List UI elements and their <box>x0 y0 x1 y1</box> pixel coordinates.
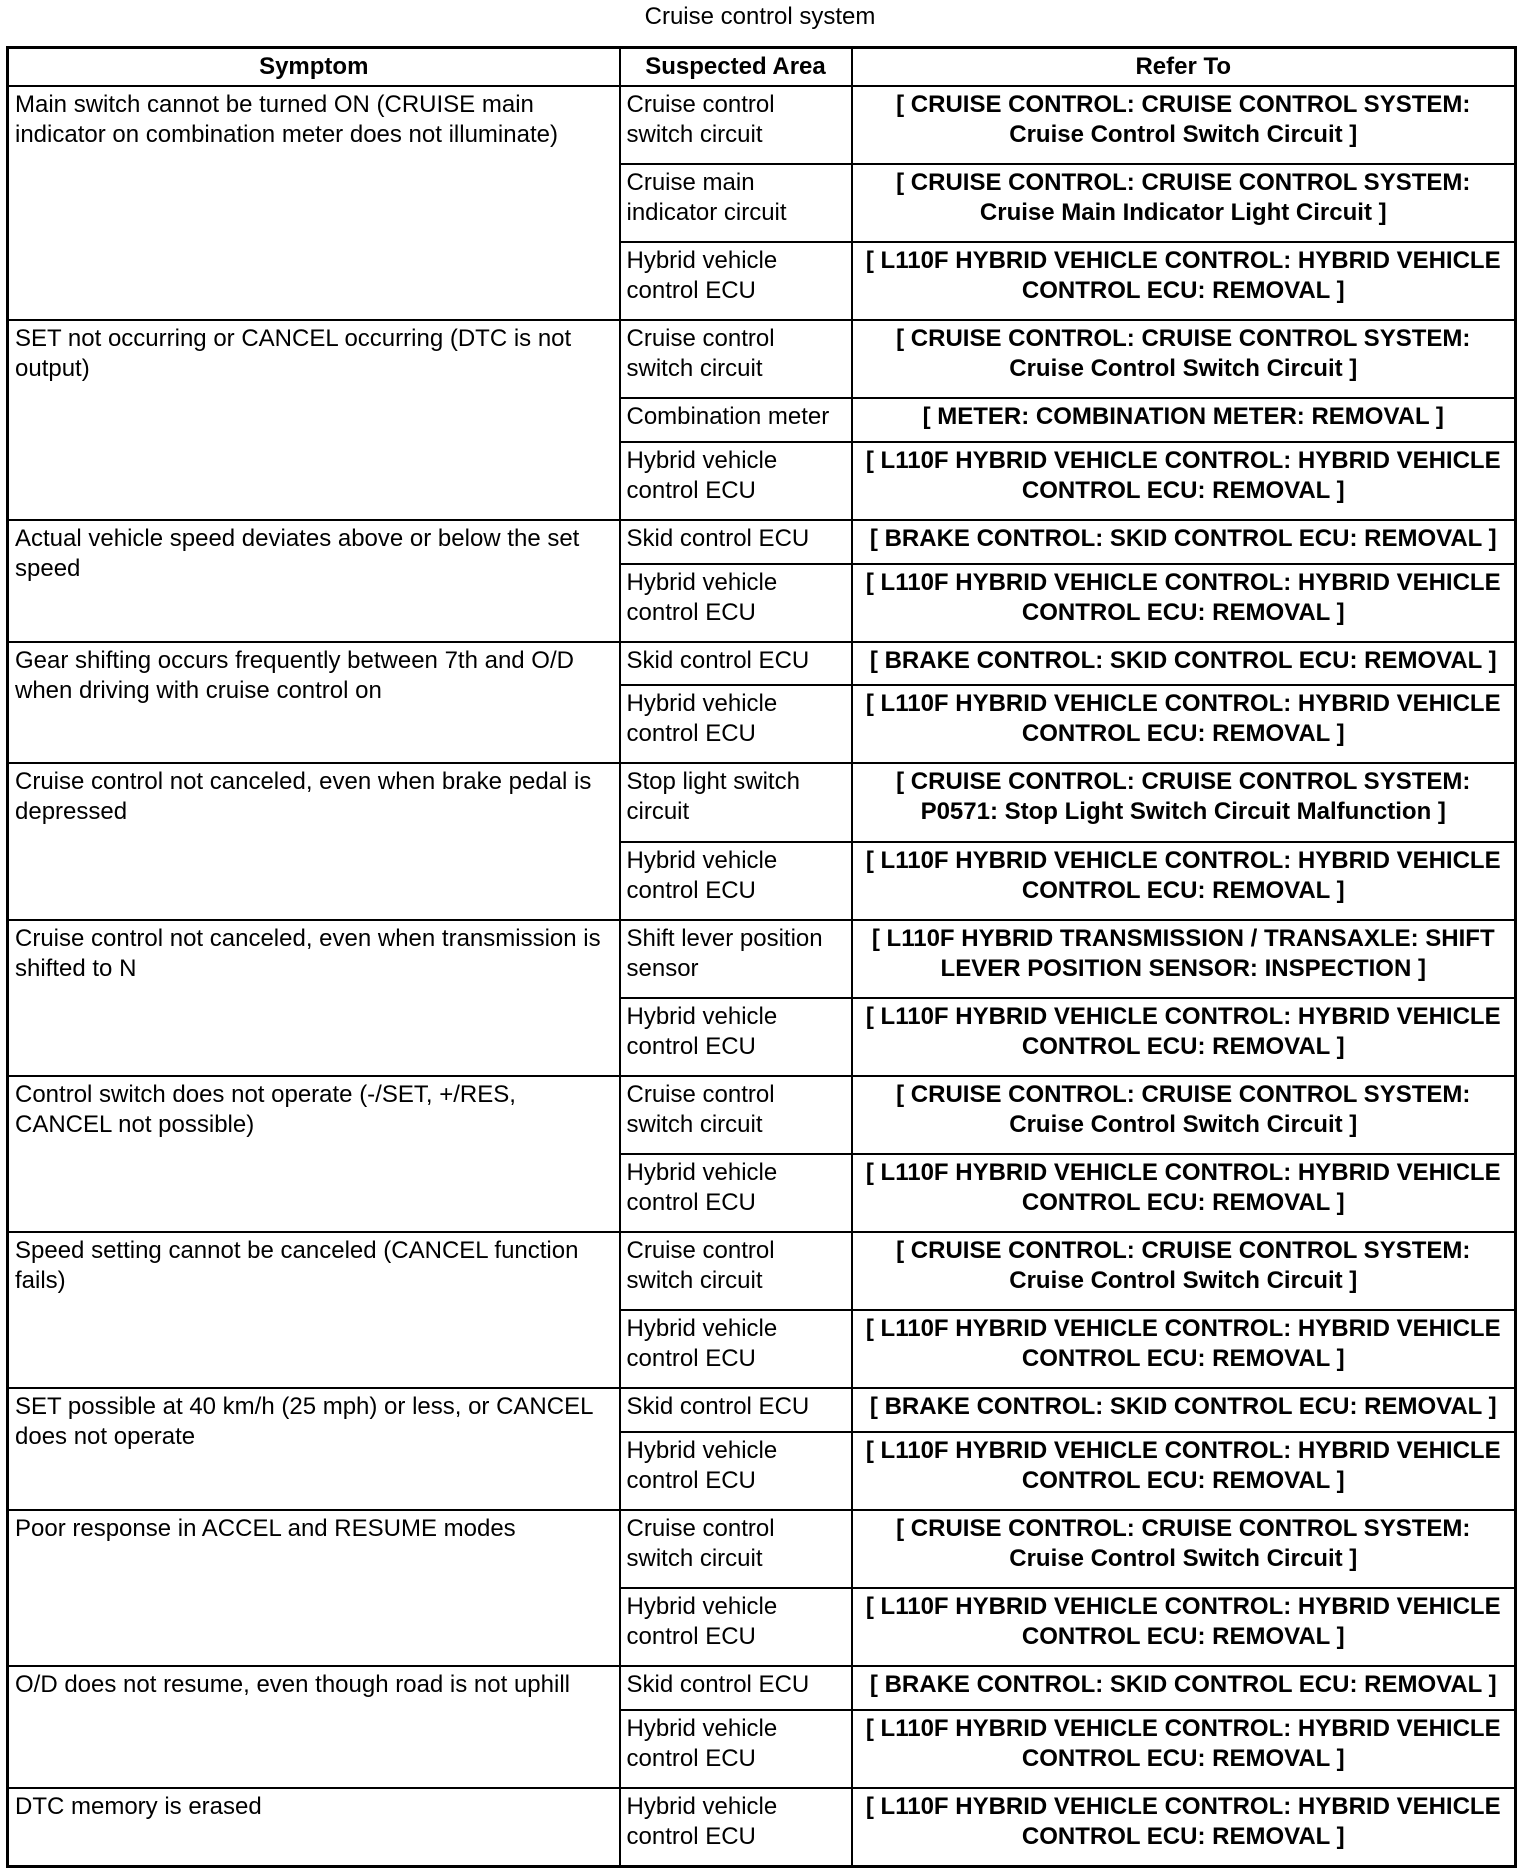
suspected-area-cell: Hybrid vehicle control ECU <box>620 1432 852 1510</box>
page-title: Cruise control system <box>644 3 876 30</box>
header-symptom: Symptom <box>8 48 620 87</box>
refer-to-cell: [ BRAKE CONTROL: SKID CONTROL ECU: REMOVAL ] <box>852 1666 1516 1710</box>
table-row <box>8 1510 1516 1588</box>
suspected-area-cell: Cruise main indicator circuit <box>620 164 852 242</box>
symptom-cell: DTC memory is erased <box>8 1788 620 1867</box>
suspected-area-cell: Cruise control switch circuit <box>620 86 852 164</box>
symptom-cell: Speed setting cannot be canceled (CANCEL function fails) <box>8 1232 620 1388</box>
refer-to-cell: [ L110F HYBRID VEHICLE CONTROL: HYBRID VEHICLE CONTROL ECU: REMOVAL ] <box>852 1710 1516 1788</box>
suspected-area-cell: Cruise control switch circuit <box>620 1510 852 1588</box>
header-suspected-area: Suspected Area <box>620 48 852 87</box>
header-refer-to: Refer To <box>852 48 1516 87</box>
suspected-area-cell: Combination meter <box>620 398 852 442</box>
symptom-cell: Poor response in ACCEL and RESUME modes <box>8 1510 620 1666</box>
symptom-cell: Main switch cannot be turned ON (CRUISE main indicator on combination meter does not illuminate) <box>8 86 620 320</box>
refer-to-cell: [ BRAKE CONTROL: SKID CONTROL ECU: REMOVAL ] <box>852 642 1516 686</box>
refer-to-cell: [ BRAKE CONTROL: SKID CONTROL ECU: REMOVAL ] <box>852 520 1516 564</box>
refer-to-cell: [ L110F HYBRID VEHICLE CONTROL: HYBRID VEHICLE CONTROL ECU: REMOVAL ] <box>852 685 1516 763</box>
suspected-area-cell: Skid control ECU <box>620 1388 852 1432</box>
symptom-cell: Gear shifting occurs frequently between 7th and O/D when driving with cruise control on <box>8 642 620 764</box>
refer-to-cell: [ CRUISE CONTROL: CRUISE CONTROL SYSTEM: Cruise Control Switch Circuit ] <box>852 1510 1516 1588</box>
table-row <box>8 1076 1516 1154</box>
suspected-area-cell: Skid control ECU <box>620 1666 852 1710</box>
suspected-area-cell: Hybrid vehicle control ECU <box>620 1588 852 1666</box>
suspected-area-cell: Hybrid vehicle control ECU <box>620 1710 852 1788</box>
symptom-cell: Actual vehicle speed deviates above or below the set speed <box>8 520 620 642</box>
suspected-area-cell: Skid control ECU <box>620 642 852 686</box>
troubleshooting-table <box>6 46 1517 1868</box>
refer-to-cell: [ L110F HYBRID VEHICLE CONTROL: HYBRID VEHICLE CONTROL ECU: REMOVAL ] <box>852 242 1516 320</box>
refer-to-cell: [ CRUISE CONTROL: CRUISE CONTROL SYSTEM: P0571: Stop Light Switch Circuit Malfunction ] <box>852 763 1516 841</box>
refer-to-cell: [ CRUISE CONTROL: CRUISE CONTROL SYSTEM: Cruise Control Switch Circuit ] <box>852 1232 1516 1310</box>
table-row <box>8 86 1516 164</box>
symptom-cell: Cruise control not canceled, even when transmission is shifted to N <box>8 920 620 1076</box>
symptom-cell: Control switch does not operate (-/SET, +/RES, CANCEL not possible) <box>8 1076 620 1232</box>
refer-to-cell: [ L110F HYBRID VEHICLE CONTROL: HYBRID VEHICLE CONTROL ECU: REMOVAL ] <box>852 1432 1516 1510</box>
suspected-area-cell: Hybrid vehicle control ECU <box>620 998 852 1076</box>
refer-to-cell: [ CRUISE CONTROL: CRUISE CONTROL SYSTEM: Cruise Control Switch Circuit ] <box>852 1076 1516 1154</box>
suspected-area-cell: Stop light switch circuit <box>620 763 852 841</box>
table-row <box>8 1788 1516 1867</box>
suspected-area-cell: Cruise control switch circuit <box>620 1076 852 1154</box>
table-row <box>8 920 1516 998</box>
refer-to-cell: [ L110F HYBRID VEHICLE CONTROL: HYBRID VEHICLE CONTROL ECU: REMOVAL ] <box>852 998 1516 1076</box>
symptom-cell: Cruise control not canceled, even when brake pedal is depressed <box>8 763 620 919</box>
refer-to-cell: [ L110F HYBRID VEHICLE CONTROL: HYBRID VEHICLE CONTROL ECU: REMOVAL ] <box>852 442 1516 520</box>
suspected-area-cell: Cruise control switch circuit <box>620 1232 852 1310</box>
table-header-row <box>8 48 1516 87</box>
refer-to-cell: [ L110F HYBRID VEHICLE CONTROL: HYBRID VEHICLE CONTROL ECU: REMOVAL ] <box>852 1788 1516 1867</box>
suspected-area-cell: Cruise control switch circuit <box>620 320 852 398</box>
symptom-cell: SET not occurring or CANCEL occurring (DTC is not output) <box>8 320 620 520</box>
refer-to-cell: [ CRUISE CONTROL: CRUISE CONTROL SYSTEM: Cruise Main Indicator Light Circuit ] <box>852 164 1516 242</box>
table-row <box>8 1666 1516 1710</box>
refer-to-cell: [ L110F HYBRID VEHICLE CONTROL: HYBRID VEHICLE CONTROL ECU: REMOVAL ] <box>852 1588 1516 1666</box>
table-row <box>8 763 1516 841</box>
suspected-area-cell: Hybrid vehicle control ECU <box>620 842 852 920</box>
suspected-area-cell: Hybrid vehicle control ECU <box>620 1154 852 1232</box>
refer-to-cell: [ L110F HYBRID VEHICLE CONTROL: HYBRID VEHICLE CONTROL ECU: REMOVAL ] <box>852 564 1516 642</box>
refer-to-cell: [ CRUISE CONTROL: CRUISE CONTROL SYSTEM: Cruise Control Switch Circuit ] <box>852 86 1516 164</box>
table-row <box>8 1388 1516 1432</box>
suspected-area-cell: Hybrid vehicle control ECU <box>620 564 852 642</box>
suspected-area-cell: Hybrid vehicle control ECU <box>620 1310 852 1388</box>
symptom-cell: O/D does not resume, even though road is not uphill <box>8 1666 620 1788</box>
table-row <box>8 320 1516 398</box>
refer-to-cell: [ L110F HYBRID VEHICLE CONTROL: HYBRID VEHICLE CONTROL ECU: REMOVAL ] <box>852 1154 1516 1232</box>
refer-to-cell: [ L110F HYBRID VEHICLE CONTROL: HYBRID VEHICLE CONTROL ECU: REMOVAL ] <box>852 1310 1516 1388</box>
refer-to-cell: [ METER: COMBINATION METER: REMOVAL ] <box>852 398 1516 442</box>
suspected-area-cell: Shift lever position sensor <box>620 920 852 998</box>
suspected-area-cell: Hybrid vehicle control ECU <box>620 1788 852 1867</box>
table-row <box>8 1232 1516 1310</box>
suspected-area-cell: Hybrid vehicle control ECU <box>620 685 852 763</box>
refer-to-cell: [ L110F HYBRID TRANSMISSION / TRANSAXLE: SHIFT LEVER POSITION SENSOR: INSPECTION ] <box>852 920 1516 998</box>
refer-to-cell: [ BRAKE CONTROL: SKID CONTROL ECU: REMOVAL ] <box>852 1388 1516 1432</box>
refer-to-cell: [ L110F HYBRID VEHICLE CONTROL: HYBRID VEHICLE CONTROL ECU: REMOVAL ] <box>852 842 1516 920</box>
suspected-area-cell: Skid control ECU <box>620 520 852 564</box>
symptom-cell: SET possible at 40 km/h (25 mph) or less, or CANCEL does not operate <box>8 1388 620 1510</box>
refer-to-cell: [ CRUISE CONTROL: CRUISE CONTROL SYSTEM: Cruise Control Switch Circuit ] <box>852 320 1516 398</box>
suspected-area-cell: Hybrid vehicle control ECU <box>620 442 852 520</box>
table-row <box>8 520 1516 564</box>
table-row <box>8 642 1516 686</box>
suspected-area-cell: Hybrid vehicle control ECU <box>620 242 852 320</box>
